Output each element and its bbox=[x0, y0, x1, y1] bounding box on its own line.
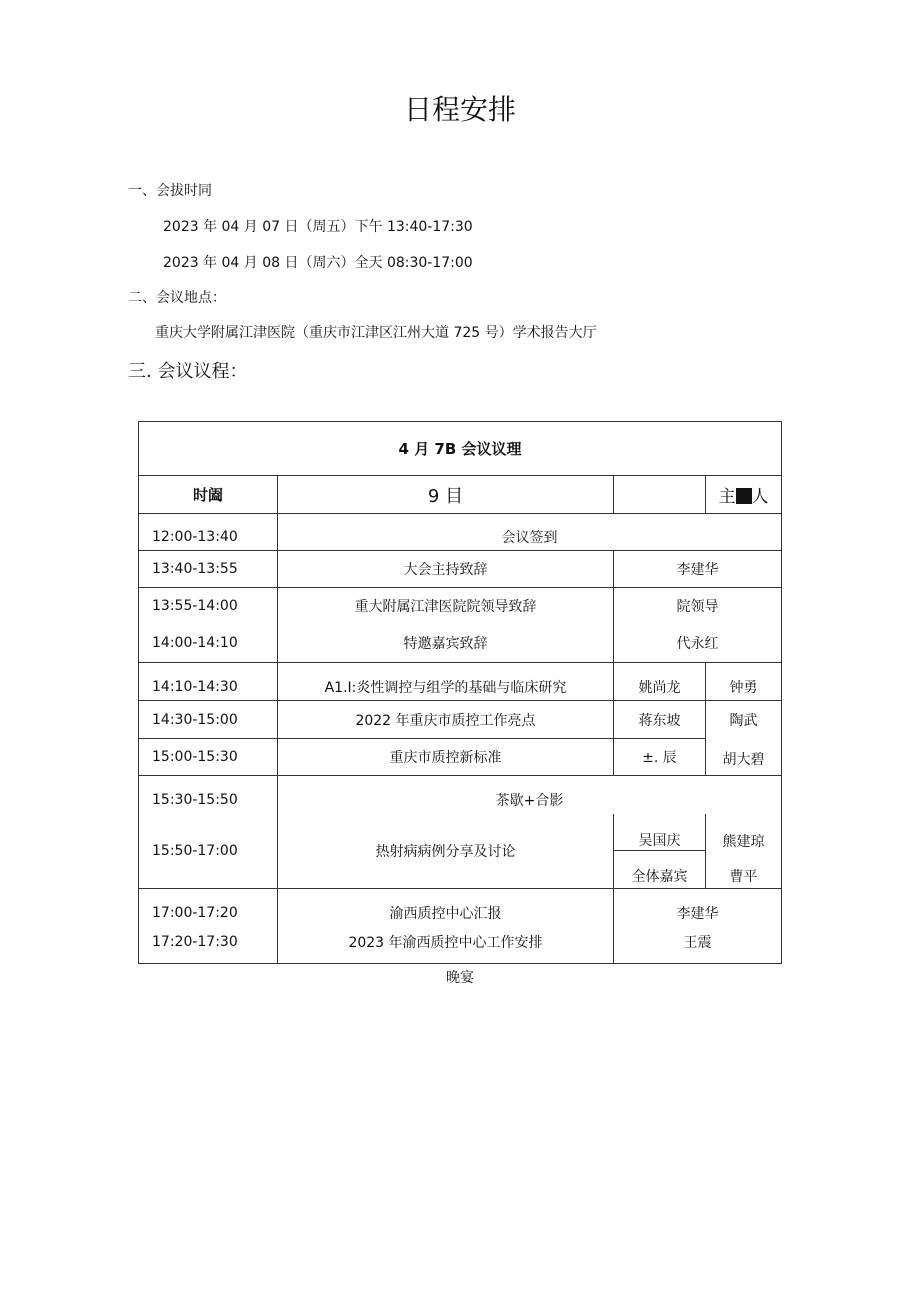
table-row-host: 王震 bbox=[614, 927, 782, 964]
redaction-block bbox=[736, 488, 752, 504]
table-row-host: 院领导 bbox=[614, 588, 782, 625]
table-row-time: 15:50-17:00 bbox=[139, 814, 278, 889]
table-row-speaker: 吴国庆 bbox=[614, 814, 706, 851]
section-agenda-heading: 三. 会议议程： bbox=[128, 361, 248, 382]
header-host-text: 主 bbox=[718, 487, 736, 507]
table-row-item: 茶歇+合影 bbox=[278, 776, 782, 814]
table-row-item: 大会主持致辞 bbox=[278, 551, 614, 588]
schedule-line-day1: 2023 年 04 月 07 日（周五）下午 13:40-17:30 bbox=[163, 219, 473, 235]
schedule-line-day2: 2023 年 04 月 08 日（周六）全天 08:30-17:00 bbox=[163, 255, 473, 271]
table-row-host: 李建华 bbox=[614, 551, 782, 588]
header-time: 时阖 bbox=[139, 476, 278, 514]
table-row-item: 会议签到 bbox=[278, 514, 782, 551]
table-row-time: 14:30-15:00 bbox=[139, 701, 278, 739]
agenda-caption: 4 月 7B 会议议理 bbox=[139, 422, 782, 476]
table-row-item: 重大附属江津医院院领导致辞 bbox=[278, 588, 614, 625]
table-row-speaker: 姚尚龙 bbox=[614, 663, 706, 701]
agenda-table bbox=[138, 421, 782, 964]
venue-address: 重庆大学附属江津医院（重庆市江津区江州大道 725 号）学术报告大厅 bbox=[155, 325, 597, 341]
table-row-item: A1.I:炎性调控与组学的基础与临床研究 bbox=[278, 663, 614, 701]
header-blank bbox=[614, 476, 706, 514]
table-row-time: 17:20-17:30 bbox=[139, 927, 278, 964]
page-title: 日程安排 bbox=[403, 93, 516, 126]
table-row-host: 陶武 bbox=[706, 701, 782, 739]
table-row-time: 17:00-17:20 bbox=[139, 889, 278, 927]
table-row-item: 渝西质控中心汇报 bbox=[278, 889, 614, 927]
table-row-item: 2022 年重庆市质控工作亮点 bbox=[278, 701, 614, 739]
table-row-time: 13:40-13:55 bbox=[139, 551, 278, 588]
table-row-item: 重庆市质控新标准 bbox=[278, 739, 614, 776]
table-row-time: 14:10-14:30 bbox=[139, 663, 278, 701]
table-row-speaker: 蒋东坡 bbox=[614, 701, 706, 739]
table-row-host: 钟勇 bbox=[706, 663, 782, 701]
dinner-note: 晚宴 bbox=[446, 970, 474, 986]
section-location-heading: 二、会议地点： bbox=[128, 290, 226, 306]
table-row-item: 热射病病例分享及讨论 bbox=[278, 814, 614, 889]
header-host bbox=[706, 476, 782, 514]
table-row-time: 12:00-13:40 bbox=[139, 514, 278, 551]
table-row-host: 曹平 bbox=[706, 851, 782, 889]
table-row-speaker: ±. 辰 bbox=[614, 739, 706, 776]
table-row-speaker: 全体嘉宾 bbox=[614, 851, 706, 889]
table-row-host: 熊建琼 bbox=[706, 814, 782, 851]
table-row-host: 胡大碧 bbox=[706, 739, 782, 776]
table-row-item: 特邀嘉宾致辞 bbox=[278, 625, 614, 663]
table-row-host: 代永红 bbox=[614, 625, 782, 663]
header-item: 9 目 bbox=[278, 476, 614, 514]
section-time-heading: 一、会拔时同 bbox=[128, 183, 212, 199]
table-row-time: 14:00-14:10 bbox=[139, 625, 278, 663]
table-row-host: 李建华 bbox=[614, 889, 782, 927]
table-row-item: 2023 年渝西质控中心工作安排 bbox=[278, 927, 614, 964]
table-row-time: 13:55-14:00 bbox=[139, 588, 278, 625]
header-host-tail: 人 bbox=[751, 487, 769, 507]
table-row-time: 15:30-15:50 bbox=[139, 776, 278, 814]
table-row-time: 15:00-15:30 bbox=[139, 739, 278, 776]
